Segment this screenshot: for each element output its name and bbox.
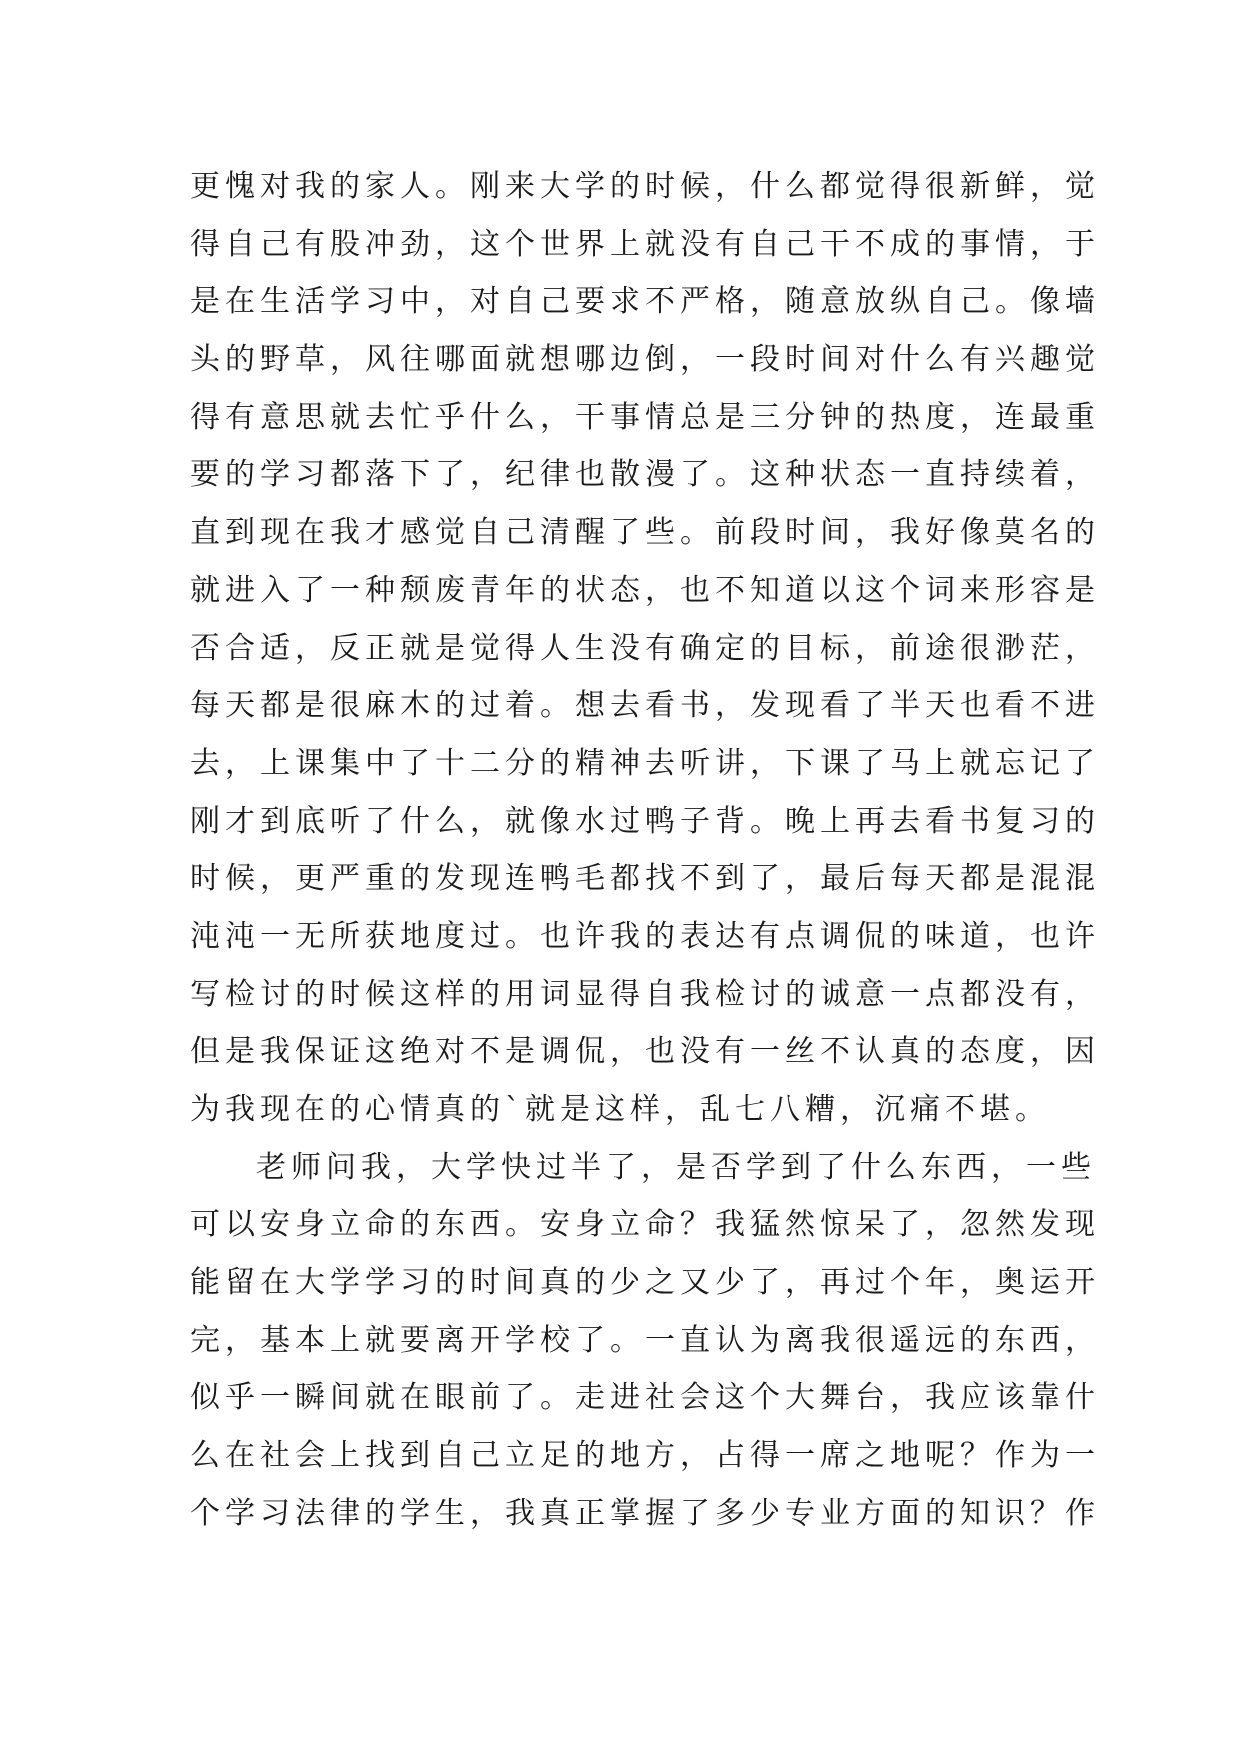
text-line: 每天都是很麻木的过着。想去看书，发现看了半天也看不进 — [190, 688, 1100, 724]
text-line: 得有意思就去忙乎什么，干事情总是三分钟的热度，连最重 — [190, 399, 1100, 435]
text-line: 要的学习都落下了，纪律也散漫了。这种状态一直持续着， — [190, 457, 1100, 493]
text-line: 可以安身立命的东西。安身立命？我猛然惊呆了，忽然发现 — [190, 1207, 1100, 1243]
text-line: 写检讨的时候这样的用词显得自我检讨的诚意一点都没有， — [190, 976, 1100, 1012]
text-line: 似乎一瞬间就在眼前了。走进社会这个大舞台，我应该靠什 — [190, 1380, 1100, 1416]
text-line: 就进入了一种颓废青年的状态，也不知道以这个词来形容是 — [190, 572, 1100, 608]
body-text — [190, 158, 1100, 1543]
paragraph-first-line: 老师问我，大学快过半了，是否学到了什么东西，一些 — [256, 1149, 1096, 1185]
text-line: 刚才到底听了什么，就像水过鸭子背。晚上再去看书复习的 — [190, 803, 1100, 839]
text-line: 个学习法律的学生，我真正掌握了多少专业方面的知识？作 — [190, 1495, 1100, 1531]
text-line: 更愧对我的家人。刚来大学的时候，什么都觉得很新鲜，觉 — [190, 169, 1100, 204]
text-line: 直到现在我才感觉自己清醒了些。前段时间，我好像莫名的 — [190, 515, 1100, 551]
text-line: 是在生活学习中，对自己要求不严格，随意放纵自己。像墙 — [190, 284, 1100, 320]
text-line: 么在社会上找到自己立足的地方，占得一席之地呢？作为一 — [190, 1438, 1100, 1474]
text-line: 为我现在的心情真的`就是这样，乱七八糟，沉痛不堪。 — [190, 1092, 1050, 1127]
text-line: 头的野草，风往哪面就想哪边倒，一段时间对什么有兴趣觉 — [190, 342, 1100, 378]
text-line: 能留在大学学习的时间真的少之又少了，再过个年，奥运开 — [190, 1265, 1100, 1301]
text-line: 沌沌一无所获地度过。也许我的表达有点调侃的味道，也许 — [190, 918, 1100, 954]
text-line: 完，基本上就要离开学校了。一直认为离我很遥远的东西， — [190, 1322, 1100, 1358]
text-line: 但是我保证这绝对不是调侃，也没有一丝不认真的态度，因 — [190, 1034, 1100, 1070]
text-line: 否合适，反正就是觉得人生没有确定的目标，前途很渺茫， — [190, 630, 1100, 666]
text-line: 得自己有股冲劲，这个世界上就没有自己干不成的事情，于 — [190, 226, 1100, 262]
text-line: 去，上课集中了十二分的精神去听讲，下课了马上就忘记了 — [190, 745, 1100, 781]
text-line: 时候，更严重的发现连鸭毛都找不到了，最后每天都是混混 — [190, 861, 1100, 897]
